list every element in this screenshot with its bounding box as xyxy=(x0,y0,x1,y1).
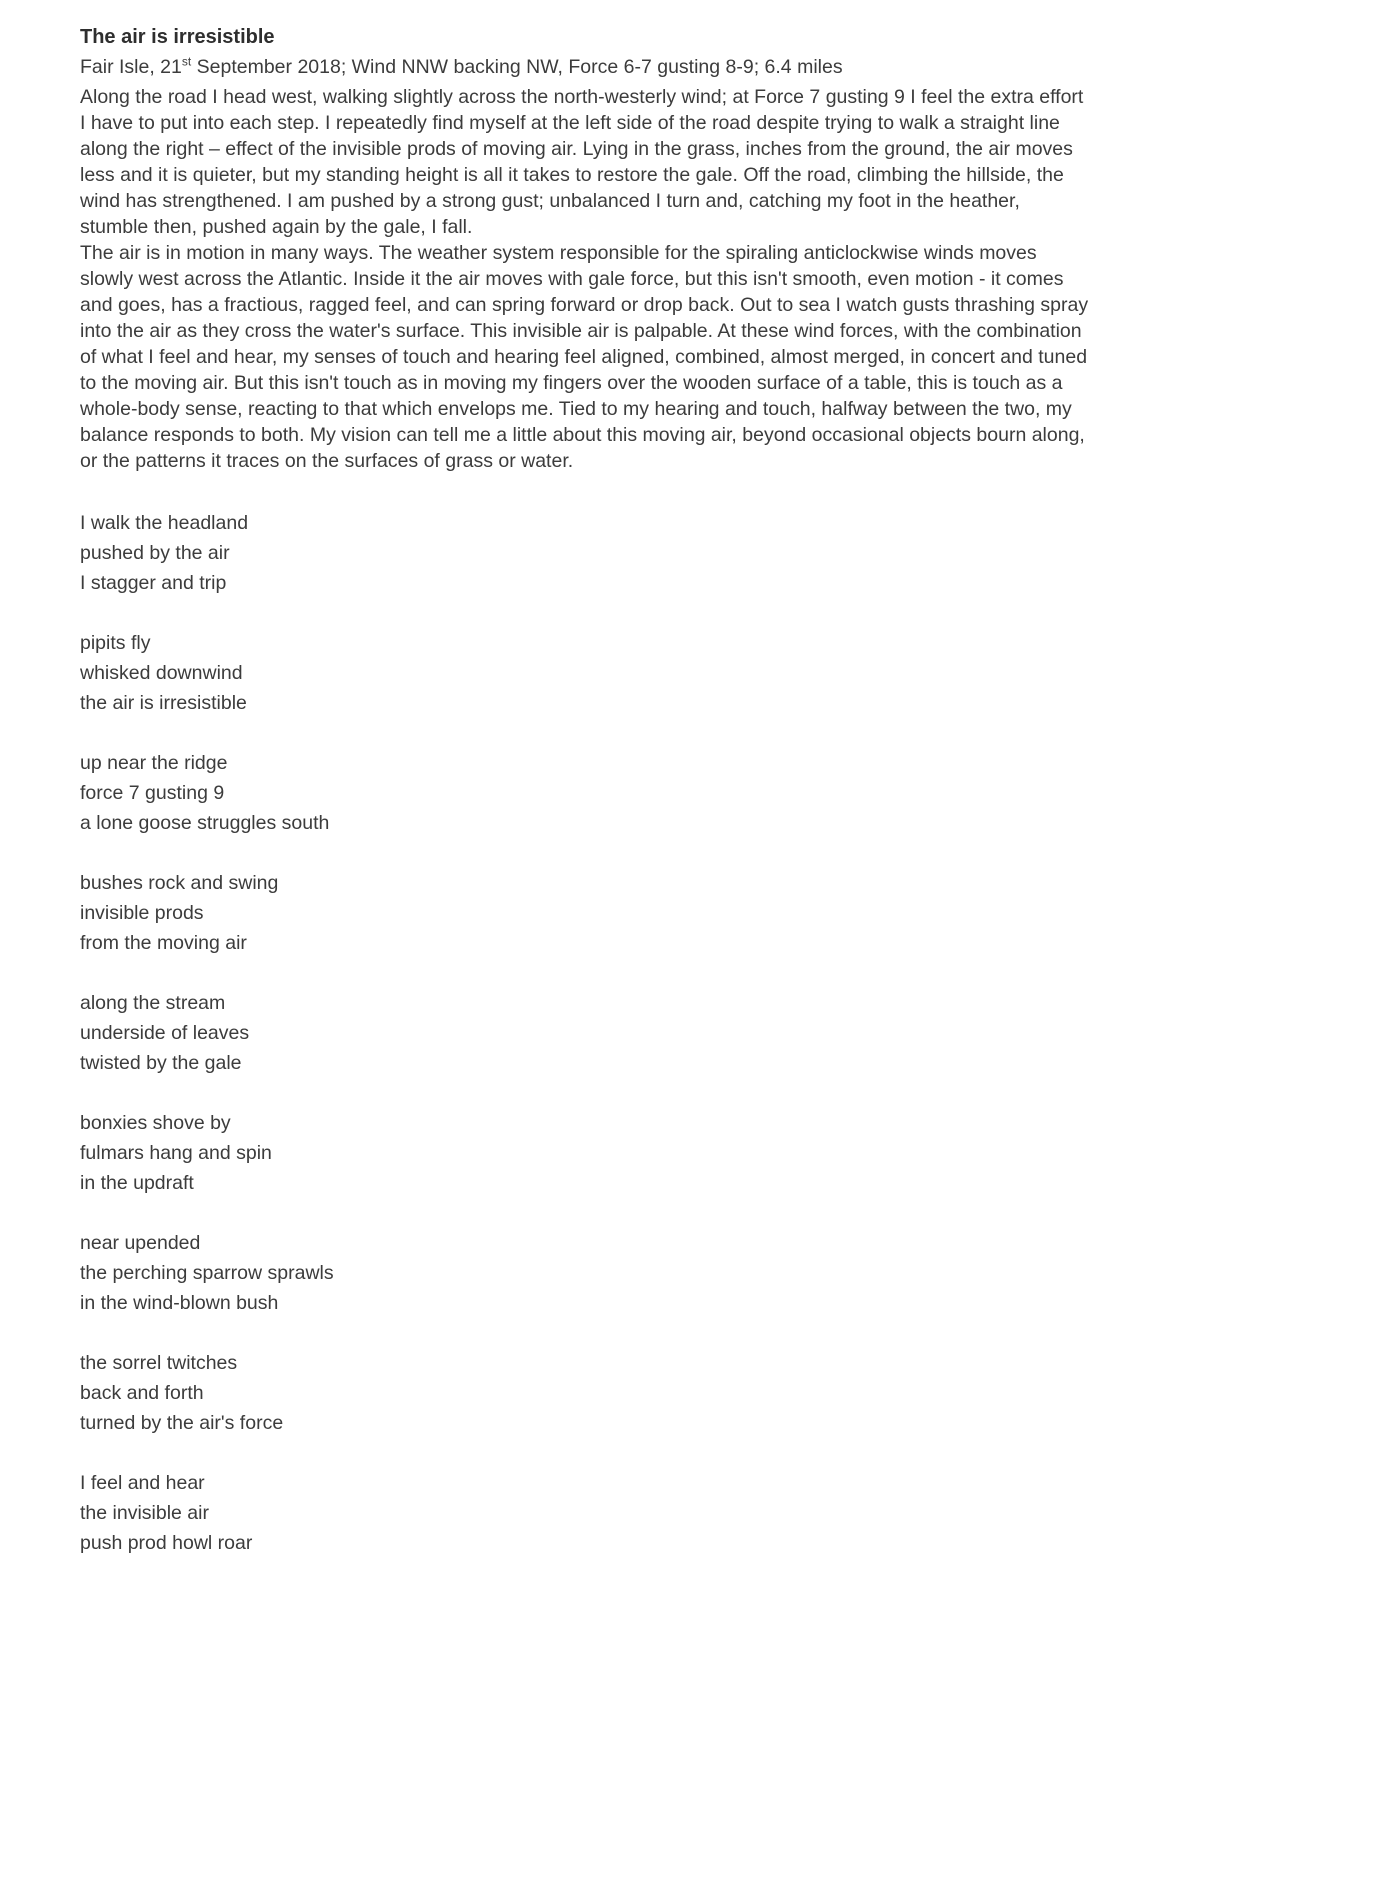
stanza-line: force 7 gusting 9 xyxy=(80,782,225,804)
stanza-line: in the updraft xyxy=(80,1172,194,1194)
stanza-line: twisted by the gale xyxy=(80,1052,242,1074)
dateline-rest: September 2018; Wind NNW backing NW, Force 6-7 gusting 8-9; 6.4 miles xyxy=(191,56,843,78)
dateline xyxy=(80,54,1090,80)
stanza-line: fulmars hang and spin xyxy=(80,1142,272,1164)
stanza-9 xyxy=(80,1468,1090,1558)
stanza-line: in the wind-blown bush xyxy=(80,1292,279,1314)
stanza-7 xyxy=(80,1228,1090,1318)
stanza-3 xyxy=(80,748,1090,838)
stanza-line: near upended xyxy=(80,1232,201,1254)
stanza-2 xyxy=(80,628,1090,718)
paragraph-2: The air is in motion in many ways. The weather system responsible for the spiraling anticlockwise winds moves slowly west across the Atlantic. Inside it the air moves with gale force, but this isn't smooth, even motion - it comes and goes, has a fractious, ragged feel, and can spring forward or drop back. Out to sea I watch gusts thrashing spray into the air as they cross the water's surface. This invisible air is palpable. At these wind forces, with the combination of what I feel and hear, my senses of touch and hearing feel aligned, combined, almost merged, in concert and tuned to the moving air. But this isn't touch as in moving my fingers over the wooden surface of a table, this is touch as a whole-body sense, reacting to that which envelops me. Tied to my hearing and touch, halfway between the two, my balance responds to both. My vision can tell me a little about this moving air, beyond occasional objects bourn along, or the patterns it traces on the surfaces of grass or water. xyxy=(80,242,1089,472)
stanza-line: bushes rock and swing xyxy=(80,872,279,894)
dateline-prefix: Fair Isle, 21 xyxy=(80,56,182,78)
stanza-line: the invisible air xyxy=(80,1502,209,1524)
stanza-line: I stagger and trip xyxy=(80,572,227,594)
stanza-line: invisible prods xyxy=(80,902,204,924)
stanza-line: bonxies shove by xyxy=(80,1112,231,1134)
stanza-line: I feel and hear xyxy=(80,1472,205,1494)
stanza-8 xyxy=(80,1348,1090,1438)
stanza-line: underside of leaves xyxy=(80,1022,250,1044)
dateline-ordinal-suffix: st xyxy=(181,54,192,69)
stanza-line: I walk the headland xyxy=(80,512,249,534)
stanza-line: back and forth xyxy=(80,1382,204,1404)
stanza-1 xyxy=(80,508,1090,598)
stanza-line: the sorrel twitches xyxy=(80,1352,238,1374)
stanza-line: from the moving air xyxy=(80,932,247,954)
stanza-line: push prod howl roar xyxy=(80,1532,253,1554)
stanza-line: a lone goose struggles south xyxy=(80,812,330,834)
poem-stanzas xyxy=(80,508,1090,1558)
stanza-line: up near the ridge xyxy=(80,752,228,774)
stanza-line: turned by the air's force xyxy=(80,1412,284,1434)
stanza-5 xyxy=(80,988,1090,1078)
stanza-line: whisked downwind xyxy=(80,662,243,684)
stanza-line: along the stream xyxy=(80,992,226,1014)
stanza-line: the perching sparrow sprawls xyxy=(80,1262,334,1284)
stanza-6 xyxy=(80,1108,1090,1198)
stanza-line: the air is irresistible xyxy=(80,692,247,714)
stanza-line: pipits fly xyxy=(80,632,151,654)
paragraph-1: Along the road I head west, walking slightly across the north-westerly wind; at Force 7 gusting 9 I feel the extra effort I have to put into each step. I repeatedly find myself at the left side of the road despite trying to walk a straight line along the right – effect of the invisible prods of moving air. Lying in the grass, inches from the ground, the air moves less and it is quieter, but my standing height is all it takes to restore the gale. Off the road, climbing the hillside, the wind has strengthened. I am pushed by a strong gust; unbalanced I turn and, catching my foot in the heather, stumble then, pushed again by the gale, I fall. xyxy=(80,86,1084,238)
document-content xyxy=(80,24,1090,1558)
stanza-line: pushed by the air xyxy=(80,542,230,564)
stanza-4 xyxy=(80,868,1090,958)
page-title: The air is irresistible xyxy=(80,26,275,48)
